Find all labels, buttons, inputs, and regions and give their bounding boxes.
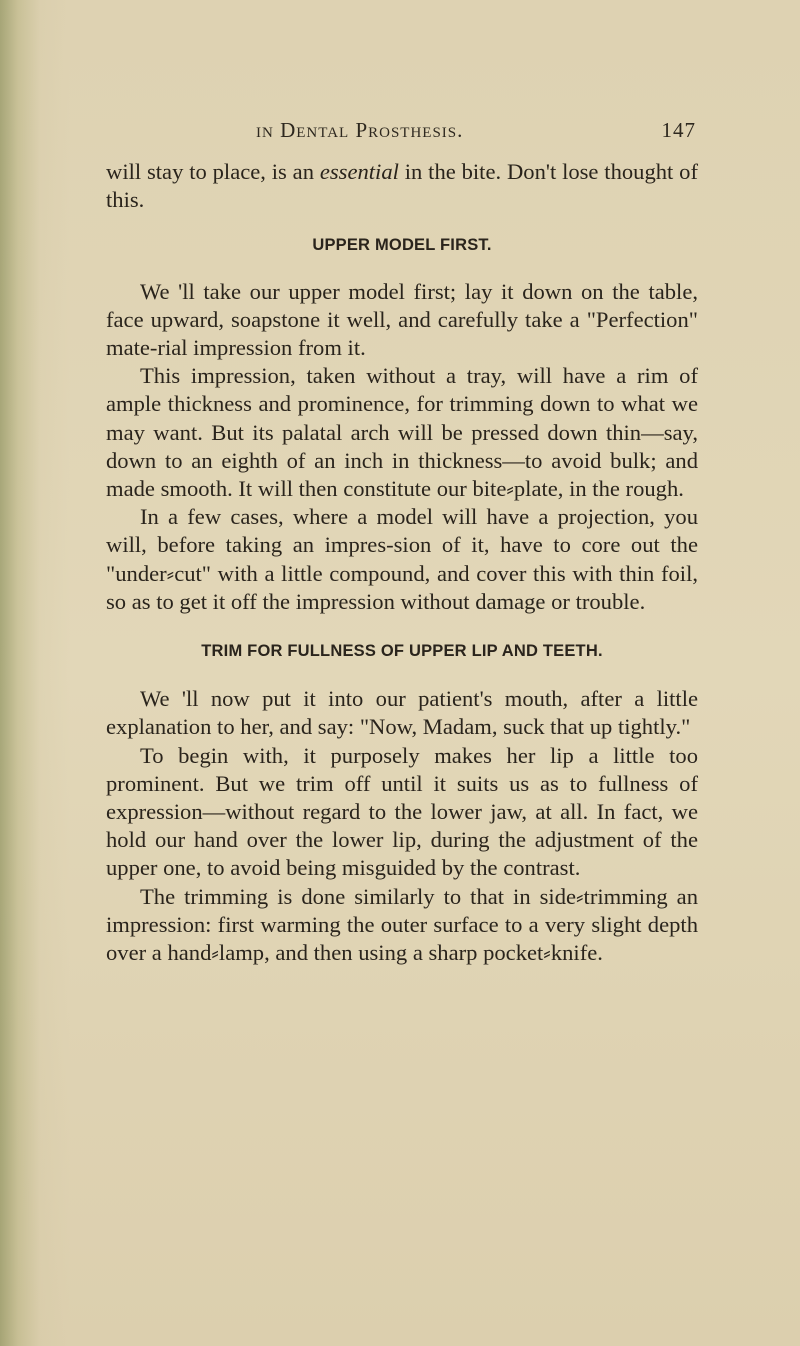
body-text	[106, 158, 698, 967]
paragraph: In a few cases, where a model will have a projection, you will, before taking an impres-sion of it, have to core out the "under⸗cut" with a little compound, and cover this with thin foil, so as to get it off the impression without damage or trouble.	[106, 504, 698, 614]
emphasis-essential: essential	[319, 159, 399, 184]
running-title: in Dental Prosthesis.	[256, 118, 464, 142]
paragraph: This impression, taken without a tray, will have a rim of ample thickness and prominence, for trimming down to what we may want. But its palatal arch will be pressed down thin—say, down to an eighth of an inch in thickness—to avoid bulk; and made smooth. It will then constitute our bite⸗plate, in the rough.	[106, 363, 698, 502]
page-number: 147	[661, 118, 696, 142]
paragraph: The trimming is done similarly to that in side⸗trimming an impression: first warming the outer surface to a very slight depth over a hand⸗lamp, and then using a sharp pocket⸗knife.	[106, 883, 698, 966]
p0-text-after: in the bite. Don't lose thought of this.	[106, 159, 698, 213]
section-heading-trim-fullness: TRIM FOR FULLNESS OF UPPER LIP AND TEETH.	[201, 642, 603, 661]
paragraph: We 'll take our upper model first; lay it down on the table, face upward, soapstone it well, and carefully take a "Perfection" mate-rial impression from it.	[106, 278, 698, 361]
paragraph: To begin with, it purposely makes her lip a little too prominent. But we trim off until it suits us as to fullness of expression—without regard to the lower jaw, at all. In fact, we hold our hand over the lower lip, during the adjustment of the upper one, to avoid being misguided by the contrast.	[106, 742, 698, 881]
running-head	[256, 118, 696, 143]
paragraph: We 'll now put it into our patient's mouth, after a little explanation to her, and say: "Now, Madam, suck that up tightly."	[106, 686, 698, 740]
section-heading-upper-model: UPPER MODEL FIRST.	[312, 236, 492, 255]
p0-text-before: will stay to place, is an	[106, 159, 320, 184]
paragraph-continued	[106, 158, 698, 214]
